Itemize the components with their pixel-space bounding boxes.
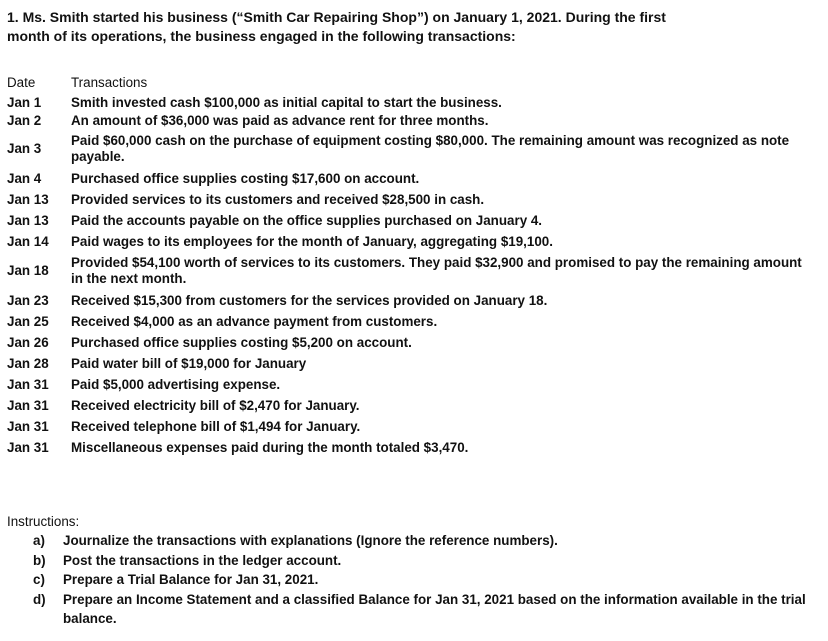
transaction-date: Jan 18: [7, 263, 49, 278]
transaction-date: Jan 26: [7, 334, 49, 350]
transactions-column-header: Transactions: [71, 75, 148, 90]
transaction-text: Purchased office supplies costing $17,600 on account.: [71, 170, 420, 186]
date-column-header: Date: [7, 75, 36, 90]
intro-line-2: month of its operations, the business engaged in the following transactions:: [7, 28, 516, 44]
transaction-text: Received $4,000 as an advance payment from customers.: [71, 313, 438, 329]
transaction-date: Jan 31: [7, 397, 49, 413]
transaction-date: Jan 31: [7, 376, 49, 392]
transaction-text: Paid $5,000 advertising expense.: [71, 376, 281, 392]
transaction-date: Jan 1: [7, 95, 42, 110]
table-row: [7, 168, 817, 189]
table-row: [7, 332, 817, 353]
list-item: [7, 551, 817, 571]
transaction-text: Paid $60,000 cash on the purchase of equipment costing $80,000. The remaining amount was recognized as note payable.: [71, 133, 790, 164]
transactions-table: [7, 72, 817, 458]
transaction-text: Miscellaneous expenses paid during the month totaled $3,470.: [71, 439, 469, 455]
transaction-text: Paid water bill of $19,000 for January: [71, 355, 307, 371]
list-marker: a): [33, 533, 45, 548]
table-row: [7, 231, 817, 252]
list-marker: b): [33, 552, 46, 568]
instructions-section: [7, 512, 817, 629]
table-row: [7, 374, 817, 395]
instruction-text: Prepare an Income Statement and a classified Balance for Jan 31, 2021 based on the information available in the trial balance.: [63, 591, 806, 626]
transaction-date: Jan 4: [7, 170, 42, 186]
table-header-row: [7, 72, 817, 94]
table-row: [7, 130, 817, 168]
transaction-text: Received electricity bill of $2,470 for January.: [71, 397, 360, 413]
table-row: [7, 189, 817, 210]
transaction-text: An amount of $36,000 was paid as advance rent for three months.: [71, 113, 489, 128]
instruction-text: Post the transactions in the ledger account.: [63, 552, 342, 568]
table-row: [7, 395, 817, 416]
table-row: [7, 94, 817, 112]
table-row: [7, 353, 817, 374]
transaction-date: Jan 31: [7, 439, 49, 455]
table-row: [7, 311, 817, 332]
table-row: [7, 252, 817, 290]
instruction-text: Journalize the transactions with explanations (Ignore the reference numbers).: [63, 533, 558, 548]
intro-line-1: 1. Ms. Smith started his business (“Smith Car Repairing Shop”) on January 1, 2021. During the first: [7, 9, 666, 25]
problem-intro: [7, 8, 807, 46]
transaction-text: Paid the accounts payable on the office supplies purchased on January 4.: [71, 212, 543, 228]
transaction-date: Jan 14: [7, 233, 49, 249]
table-row: [7, 290, 817, 311]
transaction-text: Smith invested cash $100,000 as initial capital to start the business.: [71, 95, 502, 110]
table-row: [7, 112, 817, 130]
transaction-text: Received telephone bill of $1,494 for January.: [71, 418, 361, 434]
transaction-text: Purchased office supplies costing $5,200 on account.: [71, 334, 412, 350]
table-row: [7, 416, 817, 437]
transaction-text: Provided $54,100 worth of services to its customers. They paid $32,900 and promised to pay the remaining amount in the next month.: [71, 255, 802, 286]
transaction-text: Received $15,300 from customers for the services provided on January 18.: [71, 292, 548, 308]
list-item: [7, 570, 817, 590]
transaction-date: Jan 31: [7, 418, 49, 434]
instruction-text: Prepare a Trial Balance for Jan 31, 2021.: [63, 572, 319, 587]
instructions-heading: Instructions:: [7, 514, 80, 529]
transaction-date: Jan 13: [7, 212, 49, 228]
transaction-date: Jan 28: [7, 355, 49, 371]
instructions-list: [7, 531, 817, 629]
table-row: [7, 437, 817, 458]
transaction-text: Paid wages to its employees for the month of January, aggregating $19,100.: [71, 233, 553, 249]
list-item: [7, 531, 817, 551]
list-marker: d): [33, 591, 46, 607]
list-marker: c): [33, 572, 45, 587]
transaction-text: Provided services to its customers and received $28,500 in cash.: [71, 191, 485, 207]
transaction-date: Jan 25: [7, 313, 49, 329]
transaction-date: Jan 23: [7, 292, 49, 308]
transaction-date: Jan 3: [7, 141, 42, 156]
list-item: [7, 590, 817, 629]
table-row: [7, 210, 817, 231]
transaction-date: Jan 13: [7, 191, 49, 207]
transaction-date: Jan 2: [7, 113, 42, 128]
